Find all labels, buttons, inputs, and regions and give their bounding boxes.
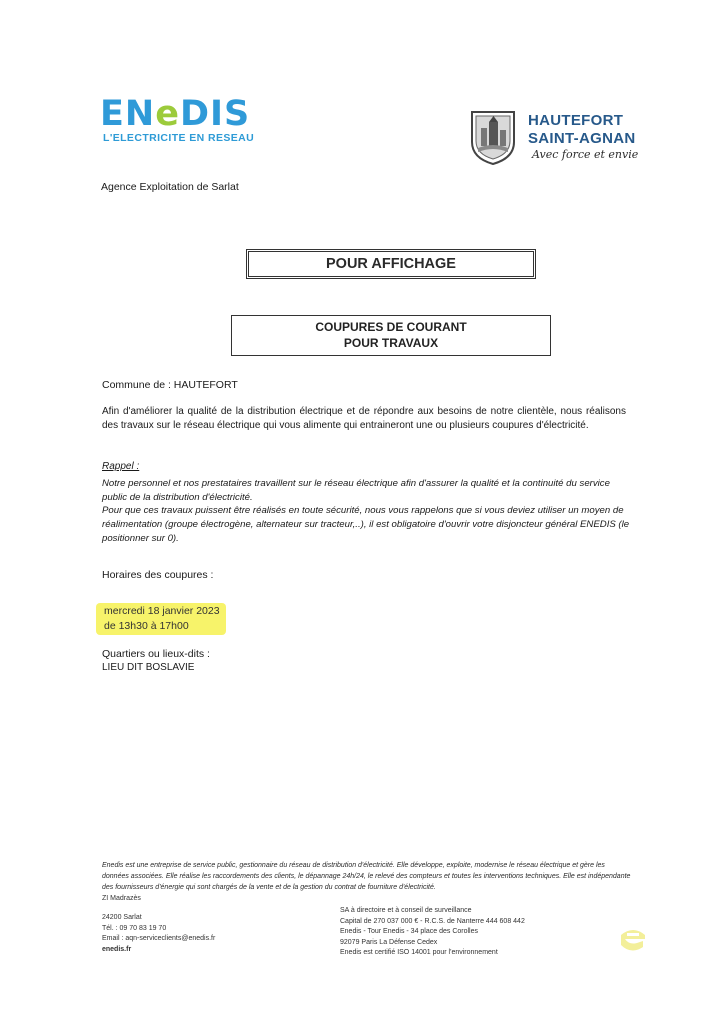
enedis-mark-icon (617, 925, 649, 955)
enedis-tagline: L'ELECTRICITE EN RESEAU (103, 132, 255, 144)
legal-line-3: Enedis - Tour Enedis - 34 place des Corolles (340, 928, 479, 935)
saint-agnan-name: SAINT-AGNAN (528, 130, 636, 147)
commune-line: Commune de : HAUTEFORT (102, 379, 238, 391)
enedis-wordmark-start: EN (100, 94, 156, 134)
crest-icon (470, 108, 516, 166)
hautefort-logo (470, 108, 640, 170)
outage-title-box (231, 315, 551, 356)
agency-name: Agence Exploitation de Sarlat (101, 181, 239, 193)
footer-email: Email : aqn-serviceclients@enedis.fr (102, 935, 216, 942)
hautefort-name: HAUTEFORT (528, 112, 624, 129)
footer-zone: ZI Madrazès (102, 895, 141, 902)
district-name: LIEU DIT BOSLAVIE (102, 662, 195, 673)
reminder-title: Rappel : (102, 461, 140, 472)
enedis-wordmark-mid: e (155, 94, 180, 134)
legal-line-4: 92079 Paris La Défense Cedex (340, 938, 438, 946)
legal-line-1: SA à directoire et à conseil de surveillance (340, 907, 472, 914)
enedis-wordmark-end: DIS (179, 94, 251, 134)
reminder-paragraph-1: Notre personnel et nos prestataires travaillent sur le réseau électrique afin d'assurer la qualité et la continuité du service public de la distribution d'électricité. (102, 478, 610, 503)
footer-legal (340, 906, 525, 959)
schedule-time: de 13h30 à 17h00 (104, 620, 189, 632)
hautefort-motto: Avec force et envie (532, 148, 639, 161)
districts-label: Quartiers ou lieux-dits : (102, 648, 210, 660)
enedis-wordmark (100, 96, 250, 132)
schedule-label: Horaires des coupures : (102, 569, 214, 581)
legal-line-5: Enedis est certifié ISO 14001 pour l'environnement (340, 949, 498, 956)
outage-title-line2: POUR TRAVAUX (343, 336, 439, 350)
footer-address (102, 913, 215, 955)
intro-paragraph: Afin d'améliorer la qualité de la distribution électrique et de répondre aux besoins de notre clientèle, nous réalisons des travaux sur le réseau électrique qui vous alimente qui entraineront une ou plusieurs coupures d'électricité. (102, 406, 626, 431)
outage-title-line1: COUPURES DE COURANT (315, 320, 467, 334)
reminder-paragraph-2: Pour que ces travaux puissent être réalisés en toute sécurité, nous vous rappelons que si vous deviez utiliser un moyen de réalimentation (groupe électrogène, alternateur sur tracteur,..), il est obligatoire d'ouvrir votre disjoncteur général ENEDIS (le positionner sur 0). (102, 505, 630, 544)
display-notice-box: POUR AFFICHAGE (246, 249, 536, 279)
footer-phone: Tél. : 09 70 83 19 70 (102, 924, 167, 932)
legal-line-2: Capital de 270 037 000 € - R.C.S. de Nanterre 444 608 442 (340, 917, 525, 925)
company-description: Enedis est une entreprise de service public, gestionnaire du réseau de distribution d'électricité. Elle développe, exploite, modernise le réseau électrique et gère les données associées. Elle réalise les raccordements des clients, le dépannage 24h/24, le relevé des compteurs et toutes les interventions techniques. Elle est indépendante des fournisseurs d'énergie qui sont chargés de la vente et de la gestion du contrat de fourniture d'électricité. (102, 862, 631, 891)
footer-city: 24200 Sarlat (102, 914, 142, 921)
enedis-logo (100, 96, 260, 146)
schedule-date: mercredi 18 janvier 2023 (104, 605, 220, 617)
footer-website: enedis.fr (102, 945, 132, 953)
